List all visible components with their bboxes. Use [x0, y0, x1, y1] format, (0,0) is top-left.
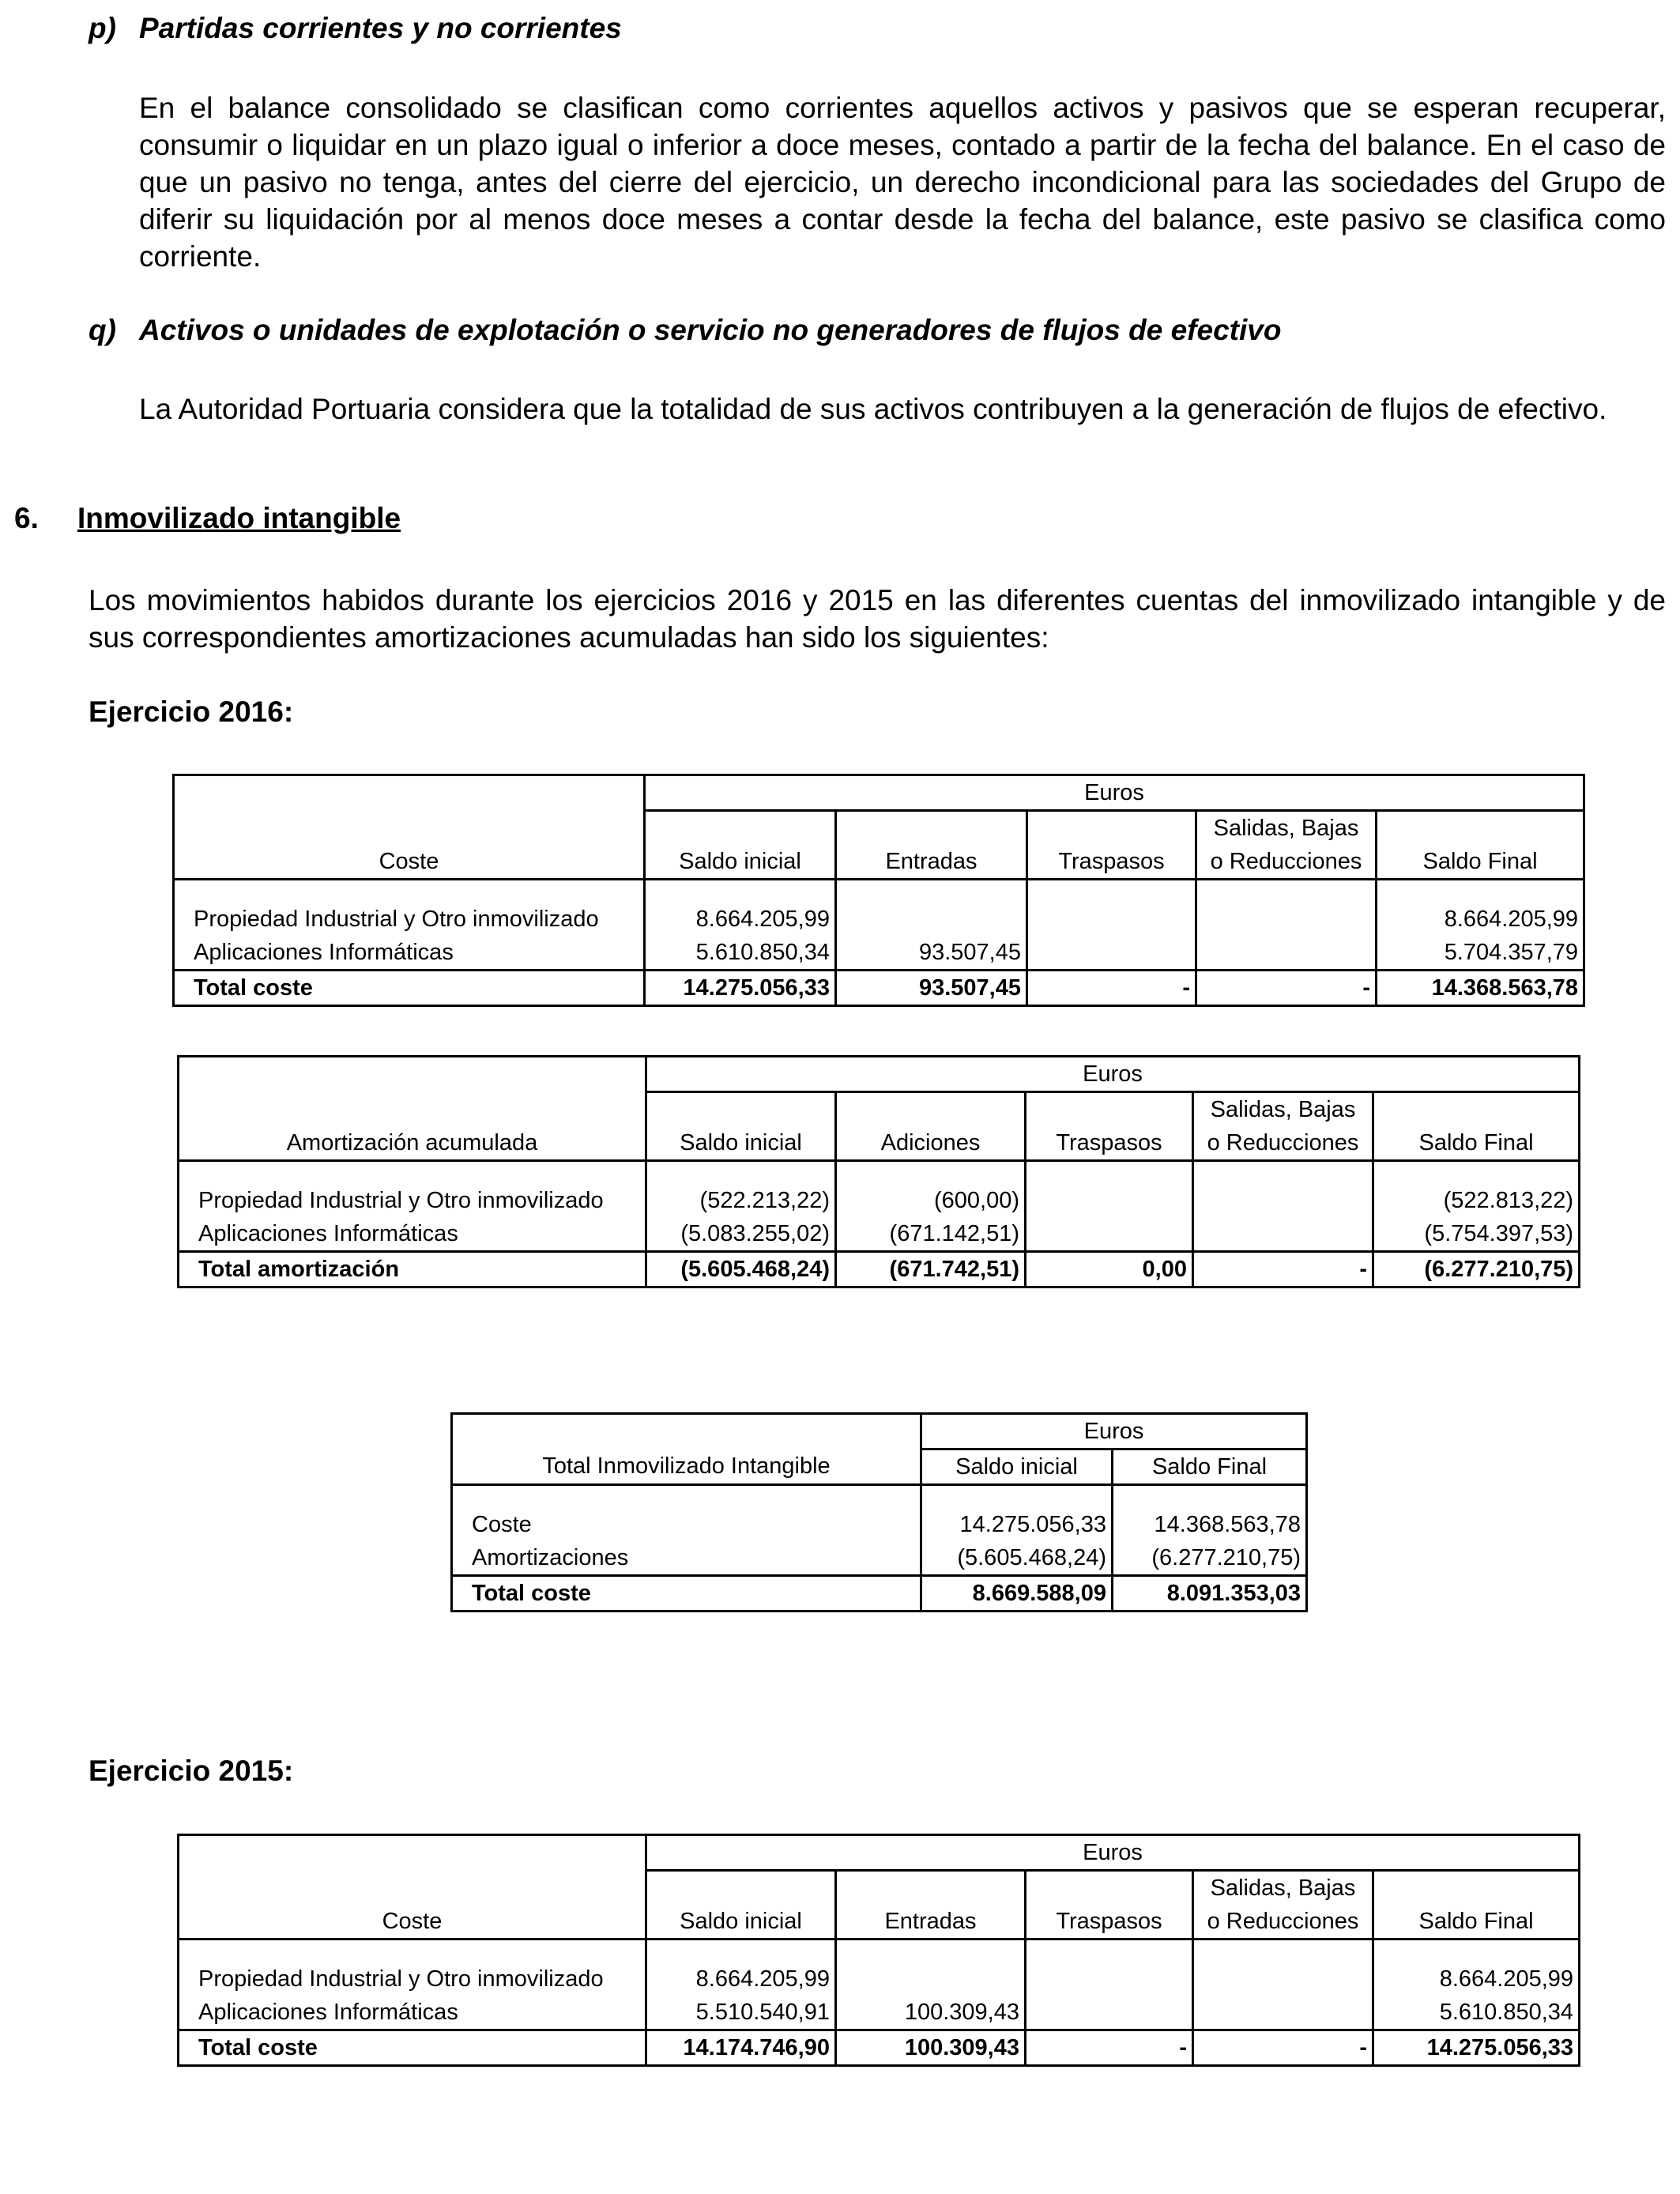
- section-p-title: Partidas corrientes y no corrientes: [139, 12, 622, 44]
- col-header: Saldo Final: [1113, 1449, 1307, 1485]
- section-6-number: 6.: [14, 502, 39, 534]
- section-q-title: Activos o unidades de explotación o servicio no generadores de flujos de efectivo: [139, 314, 1282, 346]
- table-row: Propiedad Industrial y Otro inmovilizado 8.664.205,99 8.664.205,99: [179, 1962, 1580, 1996]
- total-row: Total coste 14.275.056,33 93.507,45 - - 14.368.563,78: [174, 971, 1584, 1006]
- col-header: Salidas, Bajas: [1193, 1092, 1373, 1127]
- euros-header: Euros: [645, 775, 1584, 811]
- cost-2016-table: [172, 774, 1585, 1007]
- table-row: Amortizaciones (5.605.468,24) (6.277.210,75): [452, 1541, 1307, 1576]
- section-q-letter: q): [89, 314, 116, 346]
- col-header: Saldo Final: [1373, 1905, 1580, 1940]
- col-header: o Reducciones: [1193, 1905, 1373, 1940]
- section-p-heading: [89, 9, 622, 47]
- table-row: Aplicaciones Informáticas 5.610.850,34 93.507,45 5.704.357,79: [174, 936, 1584, 971]
- table-row: Propiedad Industrial y Otro inmovilizado (522.213,22) (600,00) (522.813,22): [179, 1184, 1580, 1217]
- col-header: Salidas, Bajas: [1193, 1871, 1373, 1906]
- ejercicio-2015-label: Ejercicio 2015:: [89, 1755, 294, 1787]
- euros-header: Euros: [646, 1057, 1580, 1092]
- section-p-letter: p): [89, 12, 116, 44]
- euros-header: Euros: [646, 1835, 1580, 1871]
- col-label: Amortización acumulada: [179, 1126, 646, 1161]
- section-6-title: Inmovilizado intangible: [77, 502, 401, 534]
- col-header: Entradas: [836, 1905, 1026, 1940]
- col-header: Traspasos: [1027, 845, 1196, 880]
- col-header: Saldo Final: [1377, 845, 1584, 880]
- col-header: Saldo inicial: [645, 845, 836, 880]
- euros-header: Euros: [921, 1414, 1307, 1449]
- section-q-heading: [89, 311, 1281, 349]
- section-p-text: En el balance consolidado se clasifican como corrientes aquellos activos y pasivos que se esperan recuperar, consumir o liquidar en un plazo igual o inferior a doce meses, contado a partir de la fecha del balance. En el caso de que un pasivo no tenga, antes del cierre del ejercicio, un derecho incondicional para las sociedades del Grupo de diferir su liquidación por al menos doce meses a contar desde la fecha del balance, este pasivo se clasifica como corriente.: [139, 92, 1666, 273]
- table-row: Propiedad Industrial y Otro inmovilizado 8.664.205,99 8.664.205,99: [174, 903, 1584, 936]
- amort-2016-table: [177, 1055, 1580, 1288]
- col-header: Saldo Final: [1373, 1126, 1580, 1161]
- col-header: Salidas, Bajas: [1196, 811, 1377, 846]
- col-label: Total Inmovilizado Intangible: [452, 1449, 921, 1485]
- col-header: Saldo inicial: [921, 1449, 1113, 1485]
- cost-2015-table: [177, 1834, 1580, 2067]
- col-label: Coste: [179, 1905, 646, 1940]
- col-label: Coste: [174, 845, 645, 880]
- col-header: Adiciones: [836, 1126, 1026, 1161]
- total-intangible-2016-table: [450, 1412, 1308, 1612]
- total-row: Total amortización (5.605.468,24) (671.742,51) 0,00 - (6.277.210,75): [179, 1252, 1580, 1287]
- section-6-intro: Los movimientos habidos durante los ejercicios 2016 y 2015 en las diferentes cuentas del inmovilizado intangible y de sus correspondientes amortizaciones acumuladas han sido los siguientes:: [89, 584, 1666, 654]
- col-header: o Reducciones: [1196, 845, 1377, 880]
- col-header: Saldo inicial: [646, 1126, 836, 1161]
- table-row: Aplicaciones Informáticas (5.083.255,02) (671.142,51) (5.754.397,53): [179, 1217, 1580, 1252]
- col-header: Traspasos: [1026, 1905, 1193, 1940]
- col-header: Saldo inicial: [646, 1905, 836, 1940]
- col-header: Traspasos: [1026, 1126, 1193, 1161]
- total-row: Total coste 8.669.588,09 8.091.353,03: [452, 1576, 1307, 1612]
- table-row: Aplicaciones Informáticas 5.510.540,91 100.309,43 5.610.850,34: [179, 1996, 1580, 2030]
- ejercicio-2016-label: Ejercicio 2016:: [89, 696, 294, 728]
- section-q-text: La Autoridad Portuaria considera que la totalidad de sus activos contribuyen a la generación de flujos de efectivo.: [139, 393, 1607, 425]
- col-header: Entradas: [836, 845, 1027, 880]
- total-row: Total coste 14.174.746,90 100.309,43 - - 14.275.056,33: [179, 2030, 1580, 2066]
- table-row: Coste 14.275.056,33 14.368.563,78: [452, 1508, 1307, 1541]
- col-header: o Reducciones: [1193, 1126, 1373, 1161]
